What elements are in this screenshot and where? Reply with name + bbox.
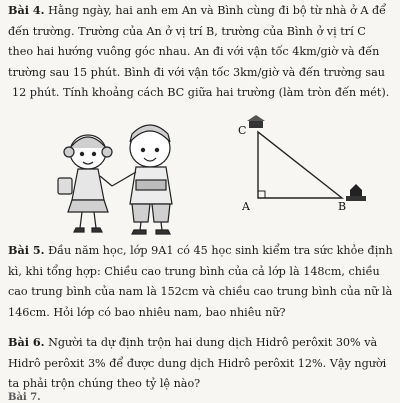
problem-4-line-1: [8, 0, 394, 22]
problem-4: [8, 0, 394, 104]
problem-4-line-4: trường sau 15 phút. Bình đi với vận tốc 3km/giờ và đến trường sau: [8, 65, 385, 79]
right-triangle-figure: [238, 115, 366, 213]
problem-5: [8, 240, 394, 323]
problem-6-label: Bài 6.: [8, 335, 45, 349]
problem-6-text-1: Người ta dự định trộn hai dung dịch Hidrô perôxit 30% và: [48, 336, 378, 349]
boy-illustration: [112, 125, 172, 234]
problem-5-line-3: cao trung bình của nam là 152cm và chiều cao trung bình của nữ là: [8, 285, 393, 298]
problem-5-line-2: kì, khi tổng hợp: Chiều cao trung bình của cả lớp là 148cm, chiều: [8, 264, 380, 278]
problem-6: [8, 332, 394, 395]
school-icon-c: [247, 115, 265, 128]
school-icon-b: [346, 184, 366, 201]
problem-6-line-2: Hidrô perôxit 3% để được dung dịch Hidrô perôxit 12%. Vậy người: [8, 356, 387, 370]
problem-4-text-1: Hằng ngày, hai anh em An và Bình cùng đi bộ từ nhà ở A để: [48, 4, 387, 17]
problem-4-line-5: 12 phút. Tính khoảng cách BC giữa hai trường (làm tròn đến mét).: [12, 86, 390, 99]
problem-4-line-2: đến trường. Trường của An ở vị trí B, trường của Bình ở vị trí C: [8, 24, 366, 38]
problem-7-label-cut: Bài 7.: [8, 392, 41, 403]
problem-5-line-4: 146cm. Hỏi lớp có bao nhiêu nam, bao nhiêu nữ?: [8, 305, 286, 319]
problem-4-line-3: theo hai hướng vuông góc nhau. An đi với vận tốc 4km/giờ và đến: [8, 45, 380, 58]
problem-5-line-1: [8, 240, 394, 262]
vertex-a-label: A: [242, 200, 250, 213]
vertex-c-label: C: [238, 124, 247, 137]
problem-4-label: Bài 4.: [8, 3, 45, 17]
girl-illustration: [58, 135, 112, 232]
problem-6-line-3: ta phải trộn chúng theo tỷ lệ nào?: [8, 377, 201, 390]
problem-5-text-1: Đầu năm học, lớp 9A1 có 45 học sinh kiểm tra sức khỏe định: [48, 244, 393, 257]
vertex-b-label: B: [338, 200, 347, 213]
problem-6-line-1: [8, 332, 394, 354]
problem-5-label: Bài 5.: [8, 243, 45, 257]
